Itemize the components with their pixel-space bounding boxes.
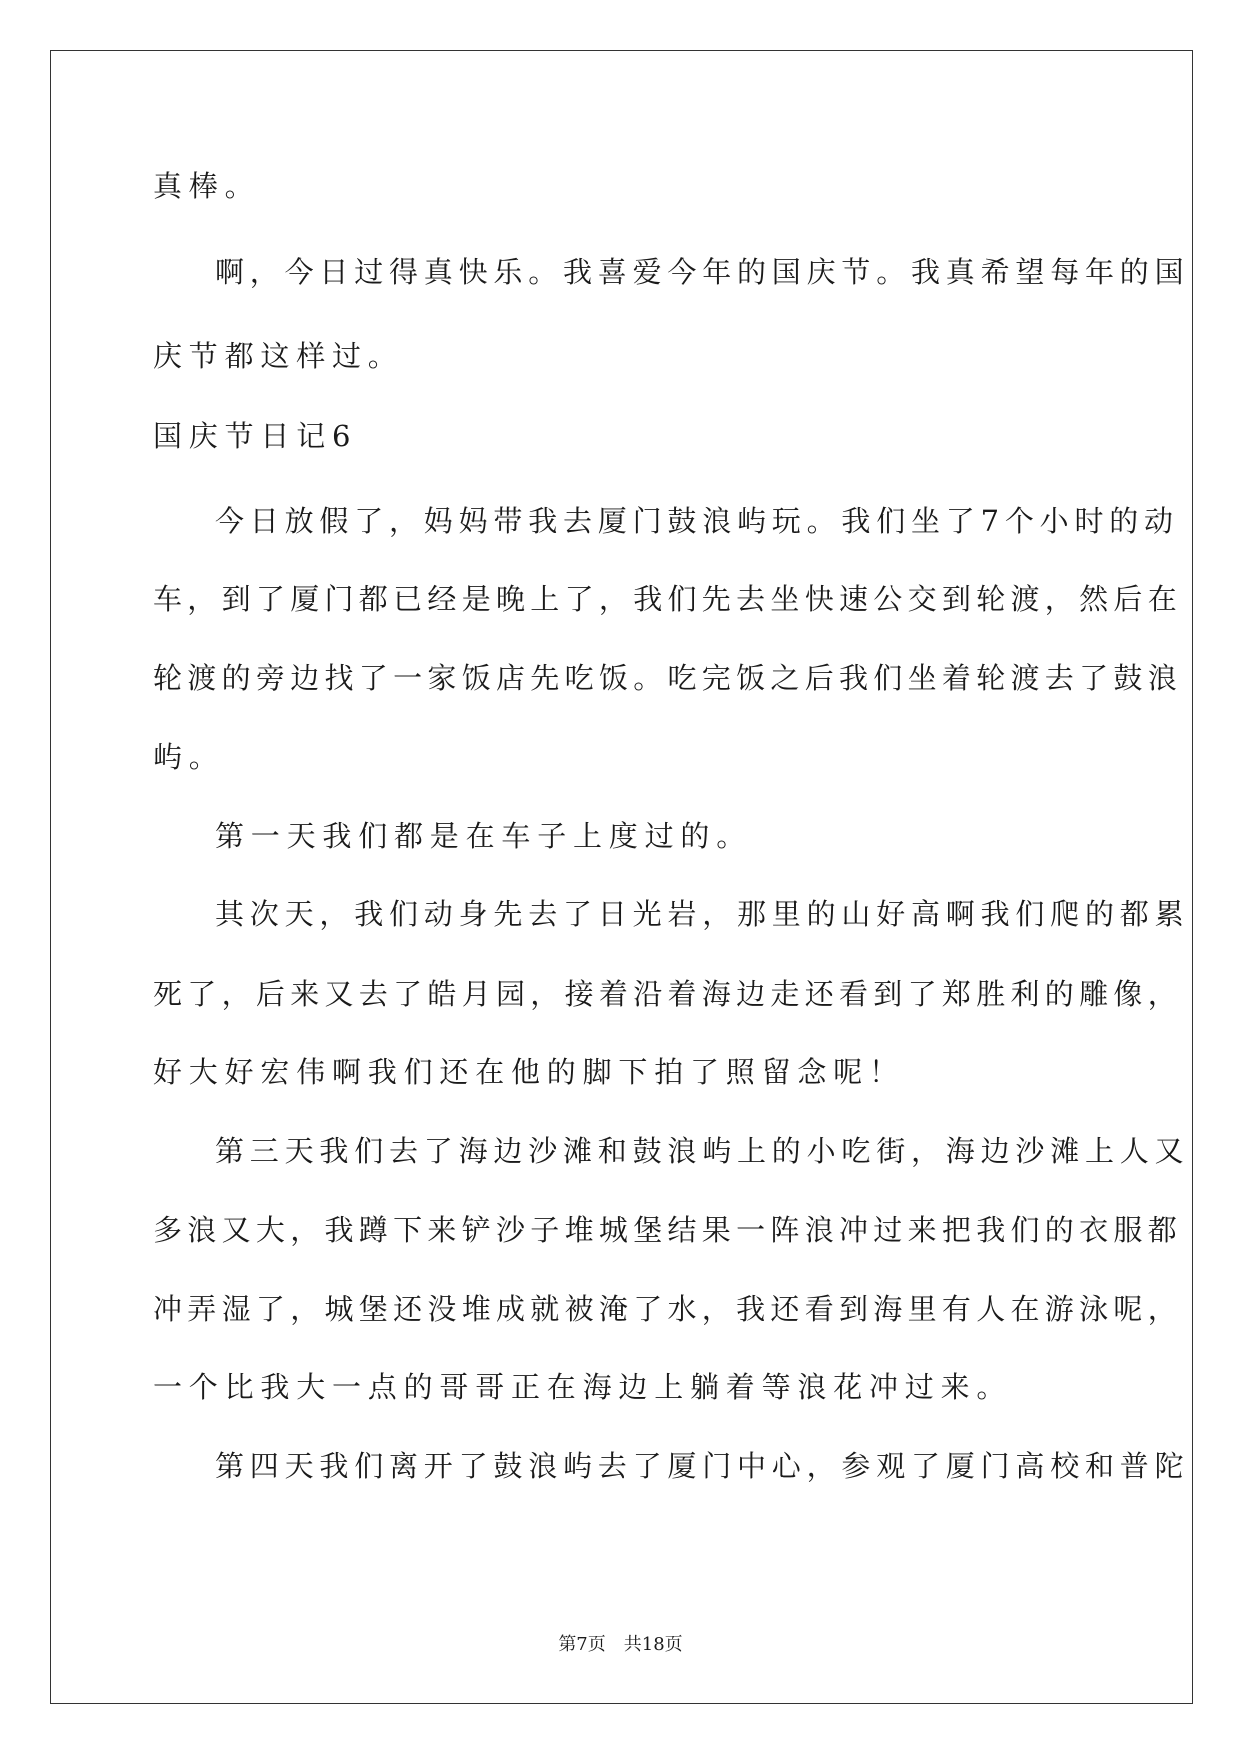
text-line: 第四天我们离开了鼓浪屿去了厦门中心，参观了厦门高校和普陀: [215, 1449, 1190, 1483]
text-line: 冲弄湿了，城堡还没堆成就被淹了水，我还看到海里有人在游泳呢，: [153, 1292, 1183, 1326]
text-line: 第一天我们都是在车子上度过的。: [215, 819, 753, 853]
text-line: 真棒。: [153, 169, 261, 203]
text-line: 第三天我们去了海边沙滩和鼓浪屿上的小吃街，海边沙滩上人又: [215, 1134, 1190, 1168]
text-line: 屿。: [153, 740, 225, 774]
text-line: 庆节都这样过。: [153, 339, 404, 373]
text-line: 啊，今日过得真快乐。我喜爱今年的国庆节。我真希望每年的国: [215, 255, 1190, 289]
text-line: 今日放假了，妈妈带我去厦门鼓浪屿玩。我们坐了7个小时的动: [215, 504, 1179, 538]
text-line: 死了，后来又去了皓月园，接着沿着海边走还看到了郑胜利的雕像，: [153, 977, 1183, 1011]
text-line: 一个比我大一点的哥哥正在海边上躺着等浪花冲过来。: [153, 1370, 1013, 1404]
page-number-footer: 第7页 共18页: [558, 1634, 683, 1655]
text-line: 多浪又大，我蹲下来铲沙子堆城堡结果一阵浪冲过来把我们的衣服都: [153, 1213, 1183, 1247]
text-line: 车，到了厦门都已经是晚上了，我们先去坐快速公交到轮渡，然后在: [153, 582, 1183, 616]
text-line: 其次天，我们动身先去了日光岩，那里的山好高啊我们爬的都累: [215, 897, 1190, 931]
text-line: 好大好宏伟啊我们还在他的脚下拍了照留念呢！: [153, 1055, 905, 1089]
section-heading: 国庆节日记6: [153, 419, 358, 453]
text-line: 轮渡的旁边找了一家饭店先吃饭。吃完饭之后我们坐着轮渡去了鼓浪: [153, 661, 1183, 695]
